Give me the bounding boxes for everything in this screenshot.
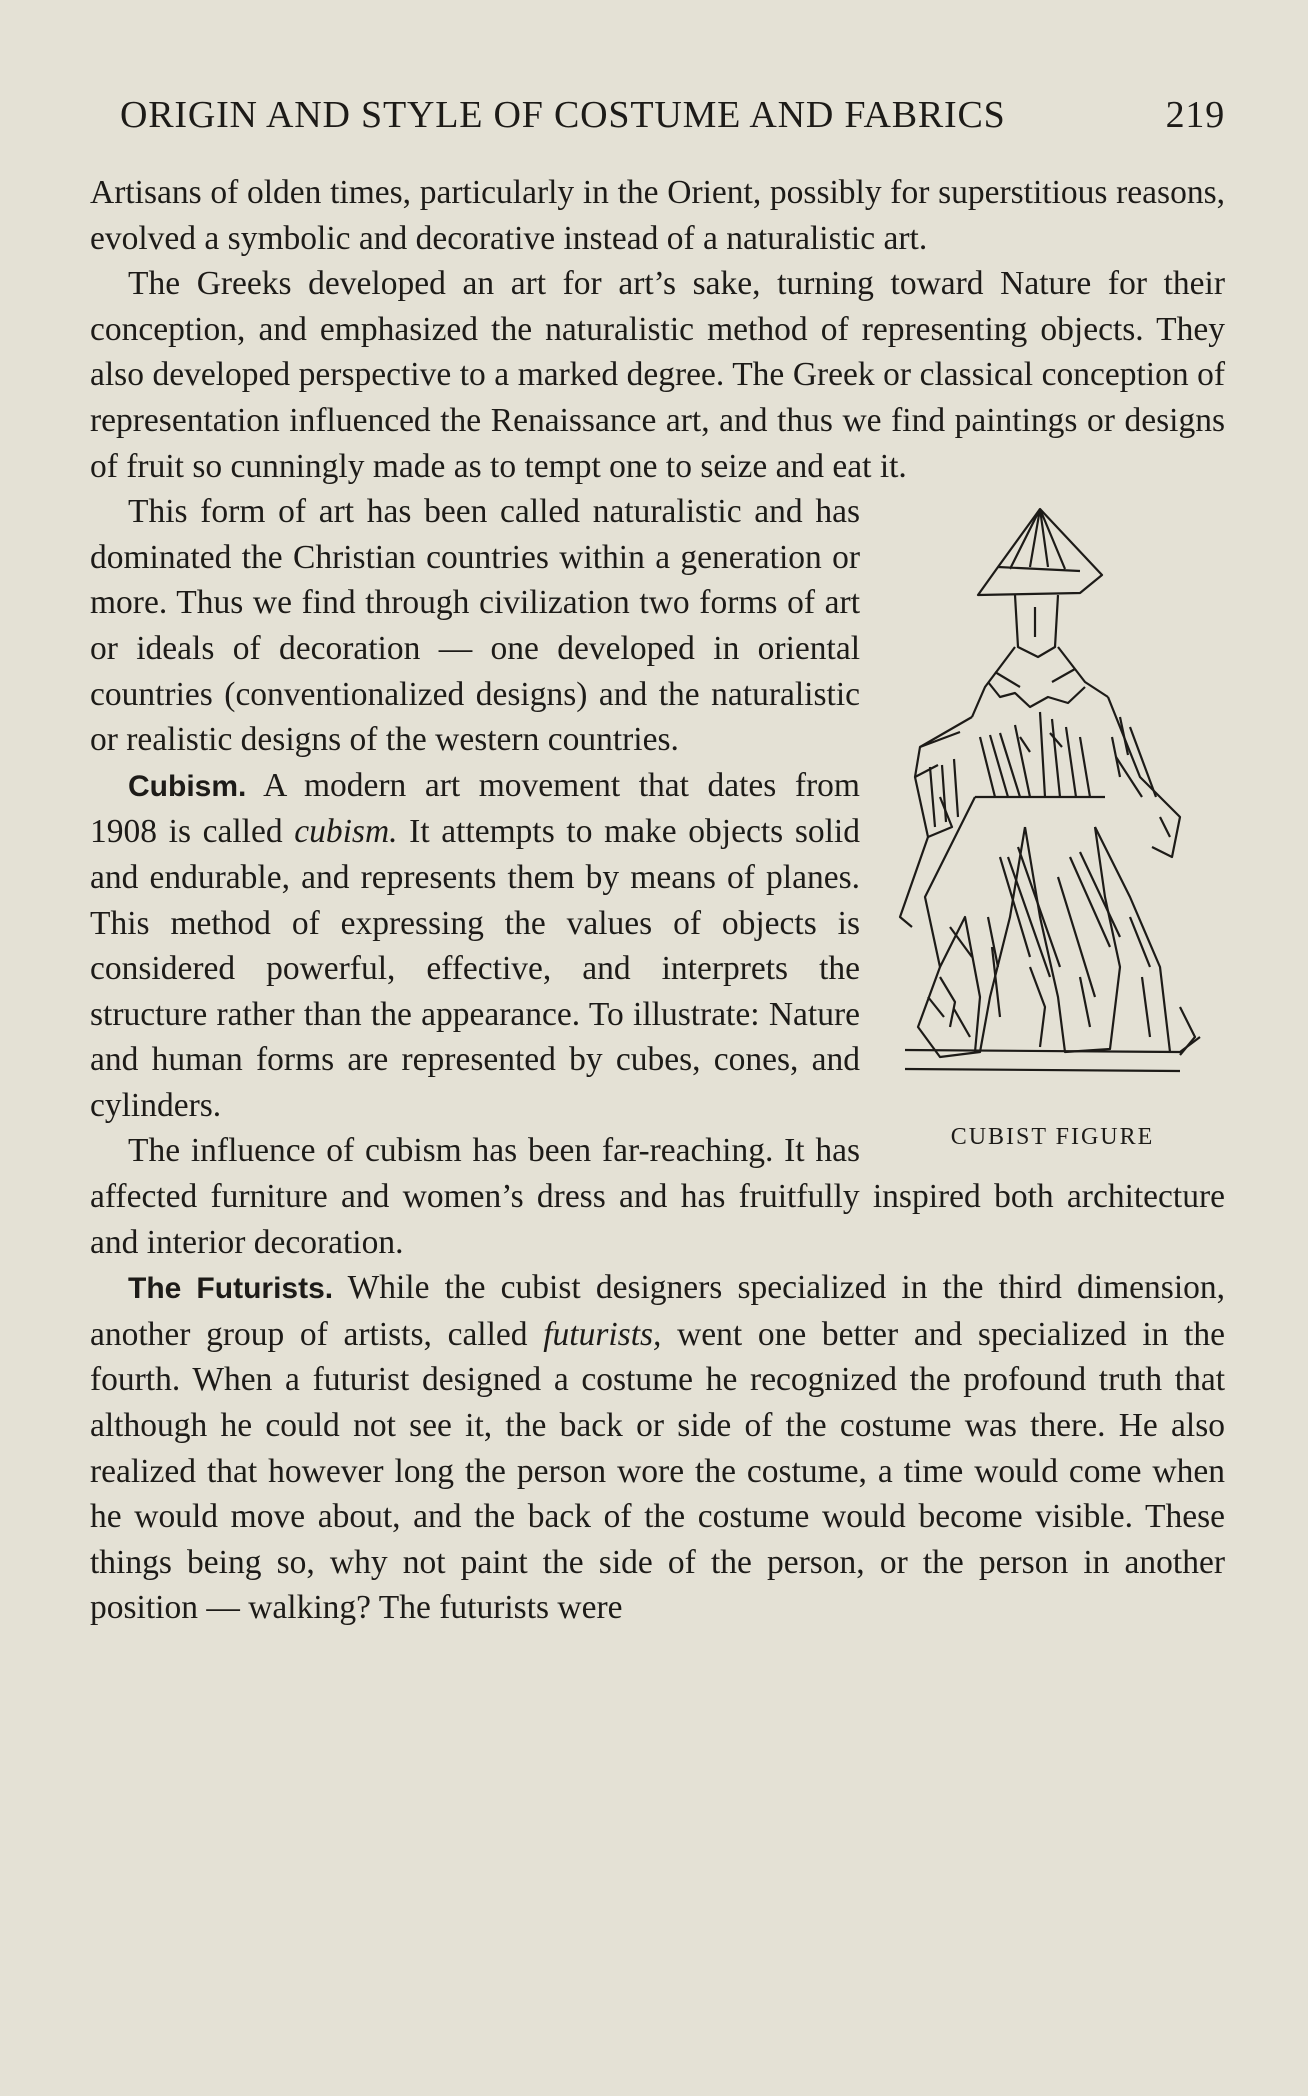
cubism-text-b: It attempts to make objects solid and endurable, and represents them by means of planes. This method of expressing the values of objects is considered powerful, effective, and interprets the structure rather than the appearance. To illustrate: Nature and human forms are represented by cubes, cones, and cylinders. [90, 813, 860, 1124]
body-text [90, 170, 1225, 1631]
running-head [120, 93, 1225, 137]
figure-caption: CUBIST FIGURE [950, 1124, 1155, 1151]
futurists-text-a: While the cubist designers specialized in the third dimension, another group of artists, called [90, 1269, 1226, 1353]
cubism-term: cubism. [294, 813, 398, 851]
cubism-text-a: A modern art movement that dates from 1908 is called [90, 766, 860, 851]
paragraph-futurists [90, 1265, 1225, 1631]
paragraph-influence: The influence of cubism has been far-reaching. It has affected furniture and women’s dress and has fruitfully inspired both architecture and interior decoration. [90, 1132, 1225, 1261]
paragraph-greeks: The Greeks developed an art for art’s sake, turning toward Nature for their conception, and emphasized the naturalistic method of representing objects. They also developed perspective to a marked degree. The Greek or classical conception of representation influenced the Renaissance art, and thus we find paintings or designs of fruit so cunningly made as to tempt one to seize and eat it. [90, 265, 1225, 485]
paragraph-naturalistic: This form of art has been called naturalistic and has dominated the Christian countries within a generation or more. Thus we find through civilization two forms of art or ideals of decoration — one developed in oriental countries (conventionalized designs) and the naturalistic or realistic designs of the western countries. [90, 493, 860, 759]
futurists-term: futurists, [543, 1315, 662, 1353]
heading-futurists: The Futurists. [128, 1272, 334, 1306]
futurists-text-b: went one better and specialized in the fourth. When a futurist designed a costume he recognized the profound truth that although he could not see it, the back or side of the costume was there. He also realized that however long the person wore the costume, a time would come when he would move about, and the back of the costume would become visible. These things being so, why not paint the side of the person, or the person in another position — walking? The futurists were [90, 1315, 1225, 1627]
cubist-figure [880, 497, 1225, 1161]
paragraph-orient: Artisans of olden times, particularly in the Orient, possibly for superstitious reasons, evolved a symbolic and decorative instead of a naturalistic art. [90, 174, 1225, 257]
chapter-title: ORIGIN AND STYLE OF COSTUME AND FABRICS [120, 94, 1006, 136]
cubist-figure-illustration [880, 497, 1225, 1117]
heading-cubism: Cubism. [128, 769, 247, 803]
page-number: 219 [1165, 94, 1225, 136]
